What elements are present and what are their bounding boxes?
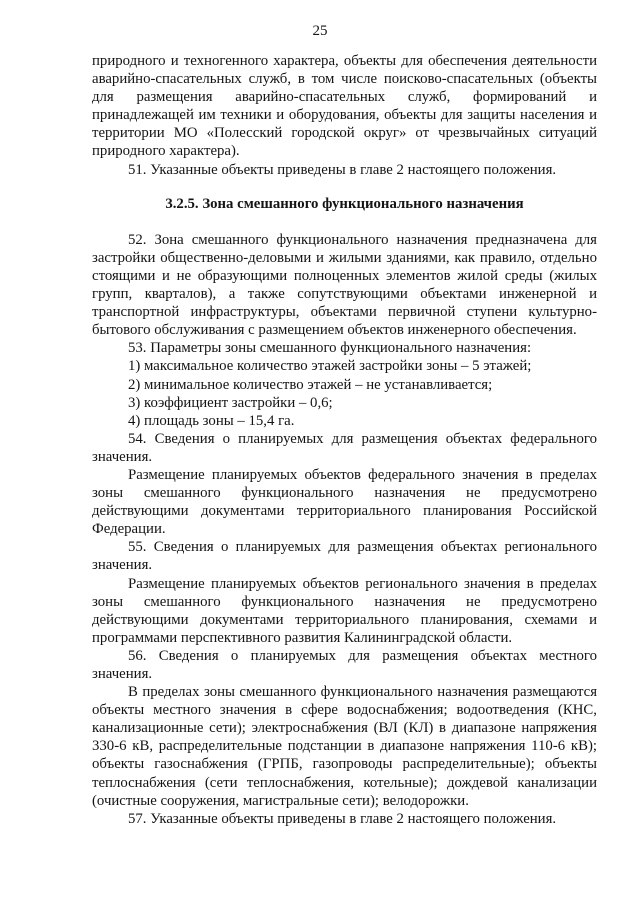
list-item-4: 4) площадь зоны – 15,4 га. (128, 412, 295, 429)
paragraph-55: 55. Сведения о планируемых для размещения объектах регионального значения. (92, 539, 597, 574)
paragraph-continuation: природного и техногенного характера, объекты для обеспечения деятельности аварийно-спасательных служб, в том числе поисково-спасательных (объекты для размещения аварийно-спасательных служб, формирований и принадлежащей им техники и оборудования, объекты для защиты населения и территории МО «Полесский городской округ» от чрезвычайных ситуаций природного характера). (92, 53, 597, 160)
paragraph-57: 57. Указанные объекты приведены в главе 2 настоящего положения. (128, 810, 557, 827)
paragraph-53: 53. Параметры зоны смешанного функционального назначения: (128, 340, 532, 357)
paragraph-52: 52. Зона смешанного функционального назначения предназначена для застройки общественно-деловыми и жилыми зданиями, как правило, отдельно стоящими и не образующими полноценных элементов жилой среды (жилых групп, кварталов), а также сопутствующими объектами инженерной и транспортной инфраструктуры, объектами первичной ступени культурно-бытового обслуживания с размещением объектов инженерного обеспечения. (92, 231, 597, 339)
paragraph-56: 56. Сведения о планируемых для размещения объектах местного значения. (92, 647, 597, 682)
document-body (92, 52, 597, 828)
list-item-1: 1) максимальное количество этажей застройки зоны – 5 этажей; (128, 358, 532, 375)
page-number: 25 (312, 23, 328, 39)
paragraph-regional-placement: Размещение планируемых объектов регионального значения в пределах зоны смешанного функционального назначения не предусмотрено действующими документами территориального планирования, схемами и программами перспективного развития Калининградской области. (92, 575, 597, 646)
list-item-3: 3) коэффициент застройки – 0,6; (128, 394, 333, 411)
paragraph-51: 51. Указанные объекты приведены в главе 2 настоящего положения. (128, 161, 557, 178)
paragraph-local-placement: В пределах зоны смешанного функционального назначения размещаются объекты местного значения в сфере водоснабжения; водоотведения (КНС, канализационные сети); электроснабжения (ВЛ (КЛ) в диапазоне напряжения 330-6 кВ, распределительные подстанции в диапазоне напряжения 110-6 кВ); объекты газоснабжения (ГРПБ, газопроводы распределительные); объекты теплоснабжения (сети теплоснабжения, котельные); дождевой канализации (очистные сооружения, магистральные сети); велодорожки. (92, 684, 597, 809)
paragraph-54: 54. Сведения о планируемых для размещения объектах федерального значения. (92, 430, 597, 465)
list-item-2: 2) минимальное количество этажей – не устанавливается; (128, 376, 493, 393)
section-heading: 3.2.5. Зона смешанного функционального назначения (165, 195, 524, 212)
paragraph-federal-placement: Размещение планируемых объектов федерального значения в пределах зоны смешанного функционального назначения не предусмотрено действующими документами территориального планирования Российской Федерации. (92, 466, 597, 538)
